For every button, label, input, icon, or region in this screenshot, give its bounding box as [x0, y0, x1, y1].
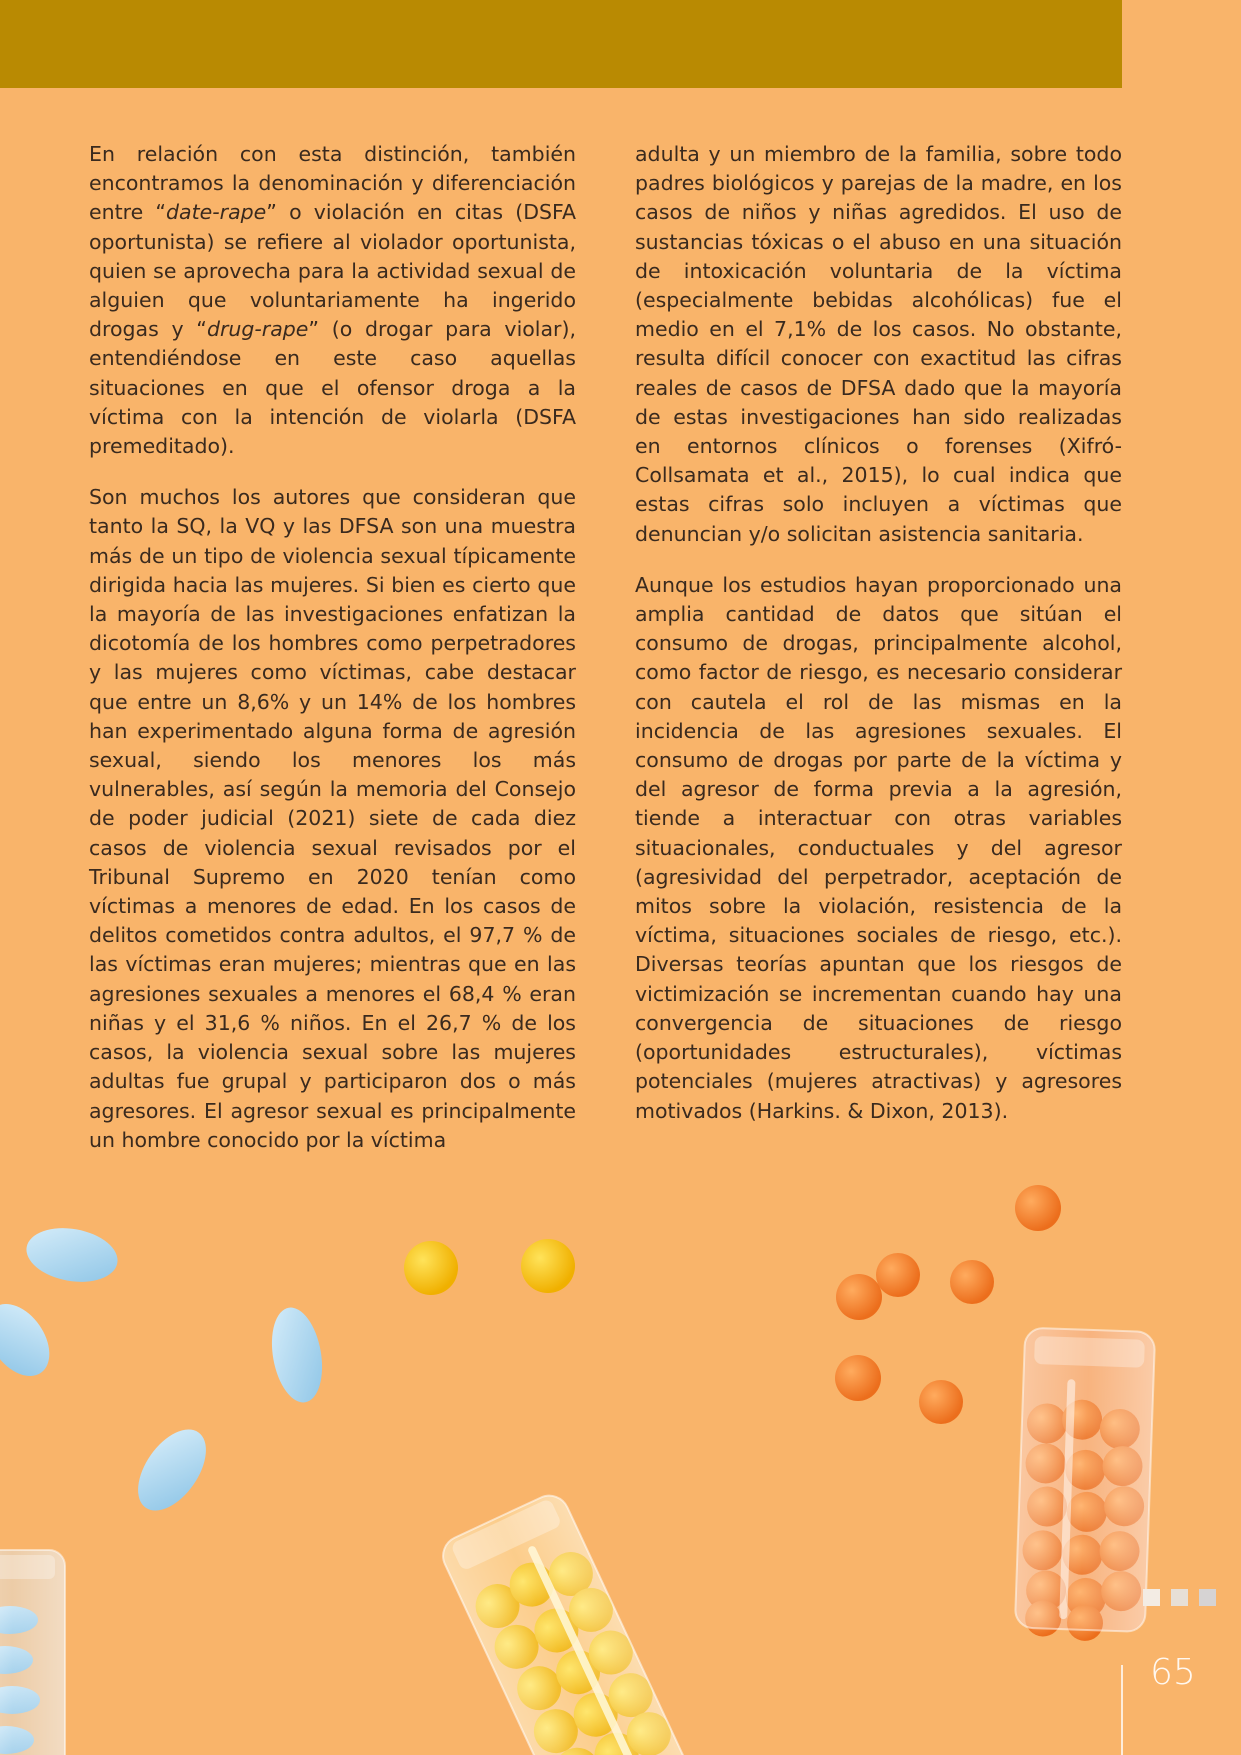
left-paragraph-1: [89, 140, 576, 461]
italic-term-drug-rape: drug-rape: [206, 317, 309, 342]
orange-pill: [919, 1380, 963, 1424]
orange-pill: [876, 1253, 920, 1297]
header-band: [0, 0, 1122, 88]
page-number: 65: [1150, 1652, 1196, 1693]
vial-orange: [1014, 1328, 1155, 1643]
yellow-pill: [521, 1239, 575, 1293]
orange-pill: [836, 1274, 882, 1320]
right-paragraph-2: Aunque los estudios hayan proporcionado una amplia cantidad de datos que sitúan el consumo de drogas, principalmente alcohol, como factor de riesgo, es necesario considerar con cautela el rol de las mismas en la incidencia de las agresiones sexuales. El consumo de drogas por parte de la víctima y del agresor de forma previa a la agresión, tiende a interactuar con otras variables situacionales, conductuales y del agresor (agresividad del perpetrador, aceptación de mitos sobre la violación, resistencia de la víctima, situaciones sociales de riesgo, etc.). Diversas teorías apuntan que los riesgos de victimización se incrementan cuando hay una convergencia de situaciones de riesgo (oportunidades estructurales), víctimas potenciales (mujeres atractivas) y agresores motivados (Harkins. & Dixon, 2013).: [635, 572, 1122, 1123]
decorative-squares: [1143, 1589, 1227, 1610]
right-paragraph-1: adulta y un miembro de la familia, sobre todo padres biológicos y parejas de la madre, en los casos de niños y niñas agredidos. El uso de sustancias tóxicas o el abuso en una situación de intoxicación voluntaria de la víctima (especialmente bebidas alcohólicas) fue el medio en el 7,1% de los casos. No obstante, resulta difícil conocer con exactitud las cifras reales de casos de DFSA dado que la mayoría de estas investigaciones han sido realizadas en entornos clínicos o forenses (Xifró-Collsamata et al., 2015), lo cual indica que estas cifras solo incluyen a víctimas que denuncian y/o solicitan asistencia sanitaria.: [635, 142, 1122, 546]
orange-pill: [1015, 1185, 1061, 1231]
blue-pill: [22, 1221, 122, 1288]
italic-term-date-rape: date-rape: [166, 200, 267, 225]
vial-blue: [0, 1550, 65, 1755]
blue-pill: [124, 1417, 219, 1522]
vial-yellow: [437, 1489, 695, 1755]
left-paragraph-2: Son muchos los autores que consideran que tanto la SQ, la VQ y las DFSA son una muestra más de un tipo de violencia sexual típicamente dirigida hacia las mujeres. Si bien es cierto que la mayoría de las investigaciones enfatizan la dicotomía de los hombres como perpetradores y las mujeres como víctimas, cabe destacar que entre un 8,6% y un 14% de los hombres han experimentado alguna forma de agresión sexual, siendo los menores los más vulnerables, así según la memoria del Consejo de poder judicial (2021) siete de cada diez casos de violencia sexual revisados por el Tribunal Supremo en 2020 tenían como víctimas a menores de edad. En los casos de delitos cometidos contra adultos, el 97,7 % de las víctimas eran mujeres; mientras que en las agresiones sexuales a menores el 68,4 % eran niñas y el 31,6 % niños. En el 26,7 % de los casos, la violencia sexual sobre las mujeres adultas fue grupal y participaron dos o más agresores. El agresor sexual es principalmente un hombre conocido por la víctima: [89, 485, 576, 1152]
square-marker: [1199, 1589, 1216, 1606]
footer-divider: [1121, 1665, 1123, 1755]
text-run: ” o violación en citas (DSFA oportunista) se refiere al violador oportunista, quien se aprovecha para la actividad sexual de alguien que voluntariamente ha ingerido drogas y “: [89, 200, 576, 342]
text-run: En relación con esta distinción, también encontramos la denominación y diferenciación entre “: [89, 142, 576, 225]
blue-pill: [265, 1304, 329, 1407]
square-marker: [1171, 1589, 1188, 1606]
left-column: [89, 140, 576, 1177]
blue-pill: [0, 1292, 62, 1387]
pills-photo: [0, 1180, 1241, 1755]
orange-pill: [950, 1260, 994, 1304]
square-marker: [1143, 1589, 1160, 1606]
text-run: ” (o drogar para violar), entendiéndose en este caso aquellas situaciones en que el ofensor droga a la víctima con la intención de violarla (DSFA premeditado).: [89, 317, 577, 459]
orange-pill: [835, 1355, 881, 1401]
right-column: [635, 140, 1122, 1148]
yellow-pill: [404, 1241, 458, 1295]
